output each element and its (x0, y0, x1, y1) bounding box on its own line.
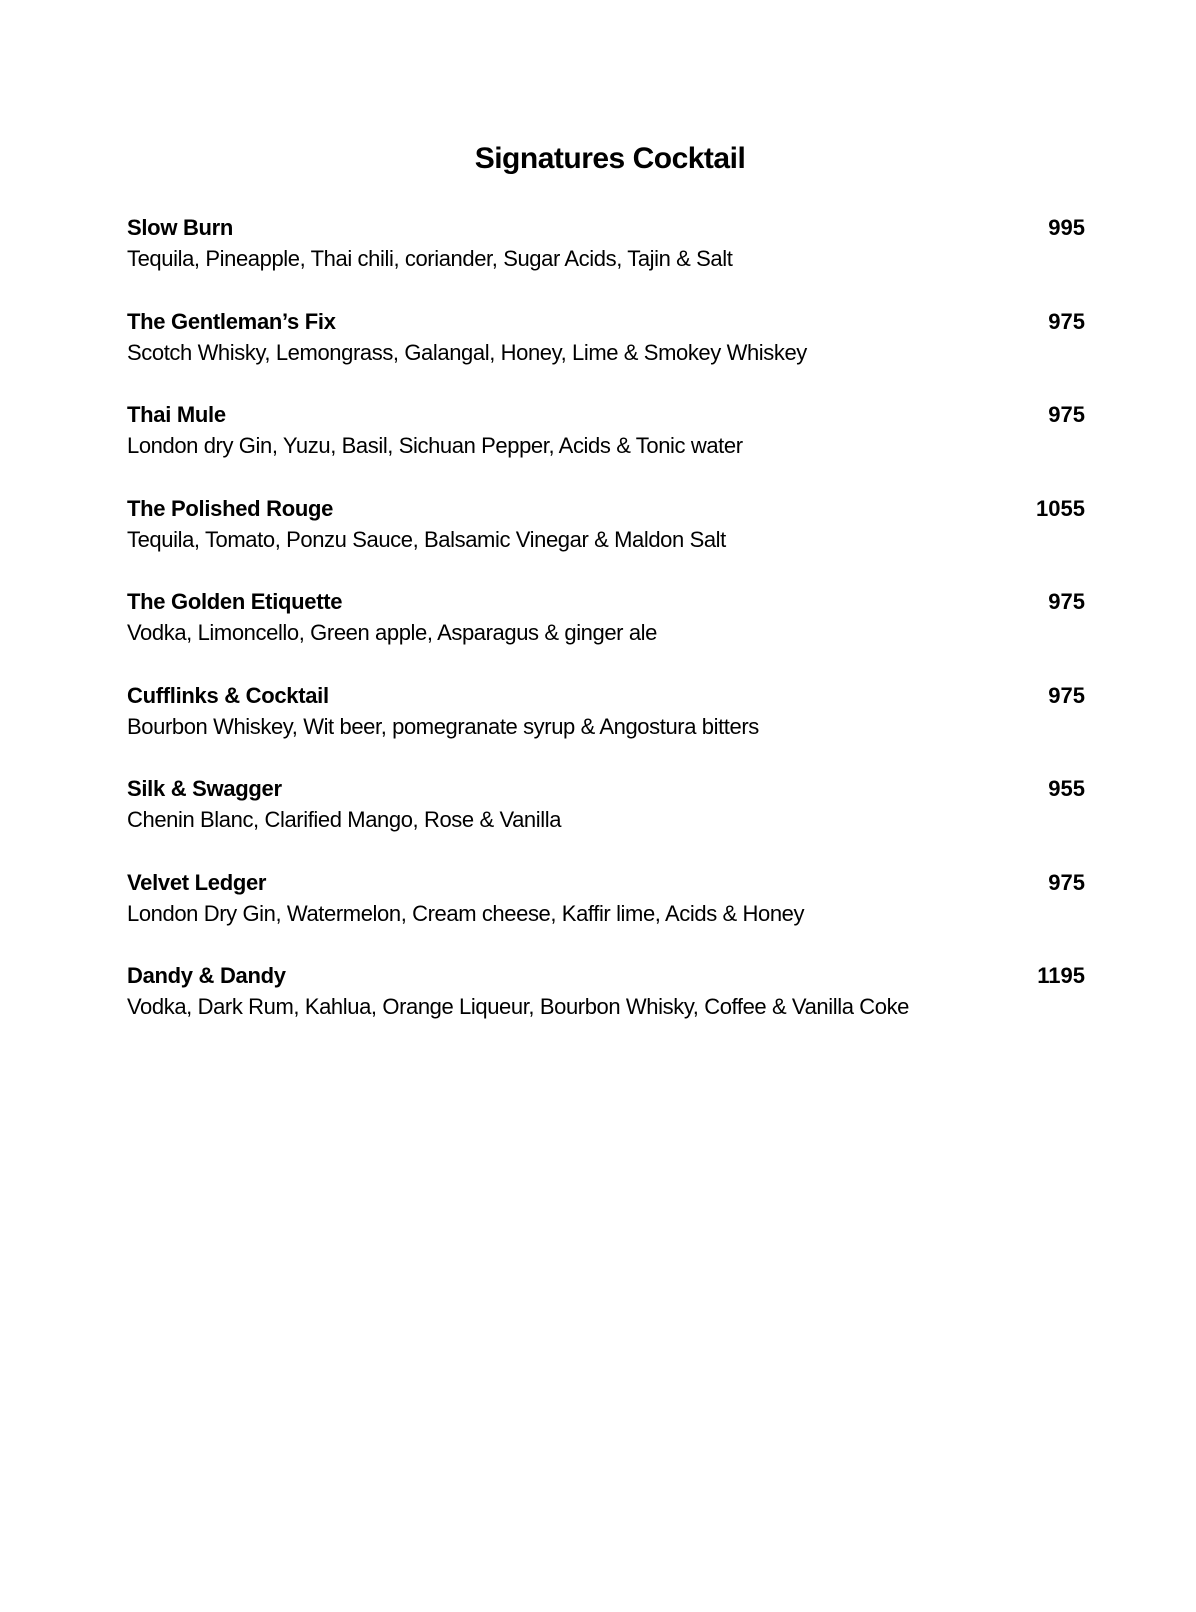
cocktail-name: The Polished Rouge (127, 495, 334, 521)
cocktail-price: 1055 (1036, 495, 1085, 521)
menu-item (127, 399, 1085, 493)
menu-item (127, 586, 1085, 680)
cocktail-price: 995 (1048, 215, 1085, 240)
cocktail-price: 975 (1048, 682, 1085, 708)
cocktail-ingredients: Tequila, Pineapple, Thai chili, coriander, Sugar Acids, Tajin & Salt (127, 246, 733, 271)
cocktail-ingredients: Chenin Blanc, Clarified Mango, Rose & Vanilla (127, 807, 562, 832)
cocktail-ingredients: London Dry Gin, Watermelon, Cream cheese, Kaffir lime, Acids & Honey (127, 900, 805, 926)
cocktail-name: The Golden Etiquette (127, 589, 343, 614)
cocktail-ingredients: Scotch Whisky, Lemongrass, Galangal, Honey, Lime & Smokey Whiskey (127, 339, 807, 365)
cocktail-list (127, 212, 1085, 1054)
cocktail-price: 975 (1048, 589, 1085, 614)
menu-item (127, 867, 1085, 961)
cocktail-name: Velvet Ledger (127, 869, 267, 895)
cocktail-ingredients: Bourbon Whiskey, Wit beer, pomegranate syrup & Angostura bitters (127, 713, 759, 739)
cocktail-ingredients: Vodka, Dark Rum, Kahlua, Orange Liqueur, Bourbon Whisky, Coffee & Vanilla Coke (127, 994, 910, 1019)
cocktail-ingredients: Tequila, Tomato, Ponzu Sauce, Balsamic Vinegar & Maldon Salt (127, 526, 726, 552)
menu-item (127, 306, 1085, 400)
cocktail-name: Cufflinks & Cocktail (127, 682, 329, 708)
menu-item (127, 212, 1085, 306)
cocktail-price: 975 (1048, 402, 1085, 427)
cocktail-name: Thai Mule (127, 402, 226, 427)
cocktail-ingredients: Vodka, Limoncello, Green apple, Asparagus & ginger ale (127, 620, 657, 645)
cocktail-name: Slow Burn (127, 215, 234, 240)
cocktail-ingredients: London dry Gin, Yuzu, Basil, Sichuan Pepper, Acids & Tonic water (127, 433, 743, 458)
cocktail-price: 955 (1048, 776, 1085, 801)
cocktail-name: Silk & Swagger (127, 776, 282, 801)
cocktail-price: 1195 (1037, 963, 1085, 988)
cocktail-price: 975 (1048, 308, 1085, 334)
menu-item (127, 773, 1085, 867)
cocktail-price: 975 (1048, 869, 1085, 895)
menu-title: Signatures Cocktail (474, 142, 746, 175)
menu-item (127, 680, 1085, 774)
menu-item (127, 960, 1085, 1054)
cocktail-name: The Gentleman’s Fix (127, 308, 336, 334)
menu-item (127, 493, 1085, 587)
cocktail-name: Dandy & Dandy (127, 963, 286, 988)
